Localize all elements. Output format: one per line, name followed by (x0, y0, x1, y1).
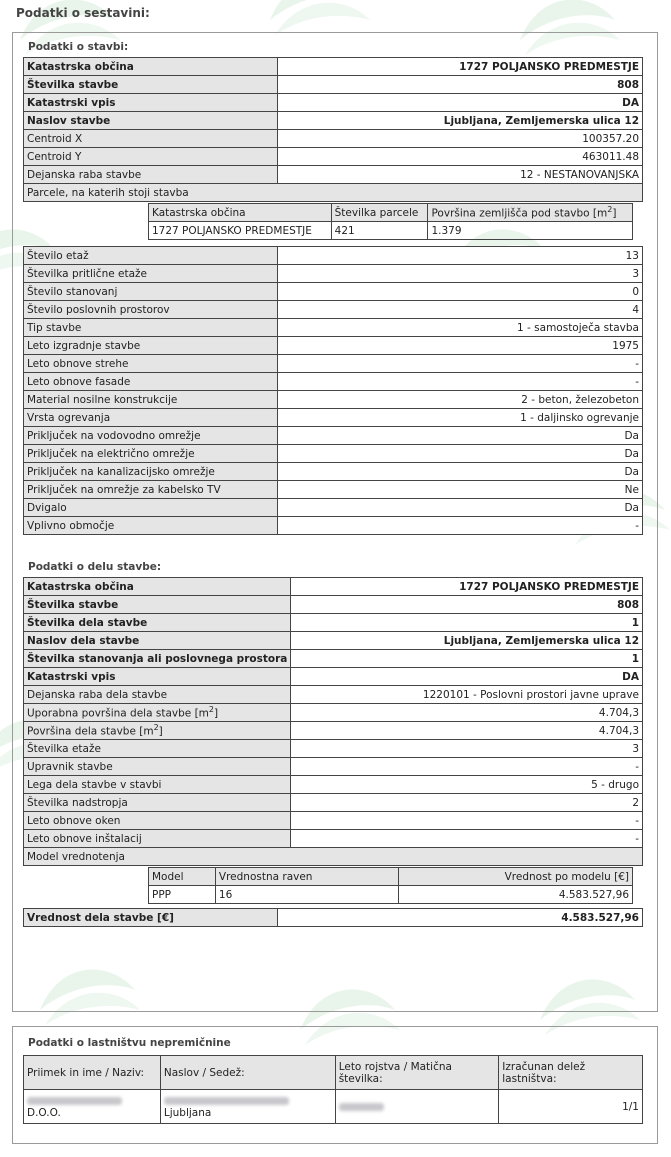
row-value: Da (278, 445, 643, 463)
table-row (24, 265, 643, 283)
table-row (24, 632, 643, 650)
table-row (24, 614, 643, 632)
table-row (24, 355, 643, 373)
part-section-title: Podatki o delu stavbe: (28, 561, 162, 573)
row-label: Katastrski vpis (24, 94, 278, 112)
table-row (24, 704, 643, 722)
table-row (24, 76, 643, 94)
table-row (24, 391, 643, 409)
model-name: PPP (149, 886, 216, 904)
owner-header-name: Priimek in ime / Naziv: (24, 1056, 161, 1090)
row-label: Vrsta ogrevanja (24, 409, 278, 427)
row-value: Ljubljana, Zemljemerska ulica 12 (278, 112, 643, 130)
row-label: Katastrska občina (24, 578, 291, 596)
row-value: 13 (278, 247, 643, 265)
building-table-top (23, 57, 643, 202)
parcels-header-area: Površina zemljišča pod stavbo $[m^2]$ (428, 204, 633, 222)
row-value: Da (278, 427, 643, 445)
row-label: Naslov stavbe (24, 112, 278, 130)
row-label: Priključek na kanalizacijsko omrežje (24, 463, 278, 481)
parcel-area: 1.379 (428, 222, 633, 240)
row-value: - (291, 812, 643, 830)
part-table (23, 577, 643, 866)
table-row (24, 650, 643, 668)
row-value: Da (278, 499, 643, 517)
ownership-panel (12, 1026, 658, 1144)
model-level: 16 (215, 886, 398, 904)
row-label: Leto obnove strehe (24, 355, 278, 373)
row-label: Priključek na omrežje za kabelsko TV (24, 481, 278, 499)
table-row (24, 301, 643, 319)
table-row (24, 499, 643, 517)
row-label: Dejanska raba dela stavbe (24, 686, 291, 704)
table-row (24, 722, 643, 740)
row-label: Številka stavbe (24, 76, 278, 94)
parcels-header-municipality: Katastrska občina (149, 204, 332, 222)
table-row (24, 373, 643, 391)
row-value: 808 (291, 596, 643, 614)
model-label: Model vrednotenja (24, 848, 643, 866)
row-label: Dejanska raba stavbe (24, 166, 278, 184)
row-value: - (278, 355, 643, 373)
parcel-number: 421 (331, 222, 428, 240)
row-value: 4 (278, 301, 643, 319)
table-row (24, 481, 643, 499)
table-row (24, 830, 643, 848)
table-row (24, 409, 643, 427)
table-row (24, 58, 643, 76)
part-value-table (23, 908, 643, 927)
owner-address (160, 1090, 335, 1124)
row-label: Katastrska občina (24, 58, 278, 76)
table-row (24, 686, 643, 704)
row-value: - (291, 758, 643, 776)
row-value: 1 (291, 650, 643, 668)
model-header-value: Vrednost po modelu [€] (398, 868, 633, 886)
table-row (24, 794, 643, 812)
row-label: Številka stanovanja ali poslovnega prostora (24, 650, 291, 668)
table-row (24, 130, 643, 148)
owner-name-suffix: D.O.O. (27, 1106, 61, 1119)
redacted-id (339, 1103, 384, 1111)
row-value: 2 - beton, železobeton (278, 391, 643, 409)
building-panel (12, 32, 658, 1012)
row-value: 0 (278, 283, 643, 301)
table-row (24, 319, 643, 337)
parcel-municipality: 1727 POLJANSKO PREDMESTJE (149, 222, 332, 240)
redacted-address (164, 1097, 289, 1105)
row-label: Centroid Y (24, 148, 278, 166)
table-row (24, 166, 643, 184)
row-label: Priključek na vodovodno omrežje (24, 427, 278, 445)
ownership-table (23, 1055, 643, 1124)
row-label: Število poslovnih prostorov (24, 301, 278, 319)
table-row (24, 517, 643, 535)
row-value: 808 (278, 76, 643, 94)
row-label: Uporabna površina dela stavbe $[m^2]$ (24, 704, 291, 722)
row-value: 12 - NESTANOVANJSKA (278, 166, 643, 184)
table-row (24, 758, 643, 776)
row-label: Tip stavbe (24, 319, 278, 337)
row-value: 1 - samostoječa stavba (278, 319, 643, 337)
row-value: 5 - drugo (291, 776, 643, 794)
row-value: Ne (278, 481, 643, 499)
row-label: Vplivno območje (24, 517, 278, 535)
row-label: Številka etaže (24, 740, 291, 758)
row-label: Leto izgradnje stavbe (24, 337, 278, 355)
row-value: 1975 (278, 337, 643, 355)
model-header-level: Vrednostna raven (215, 868, 398, 886)
row-value: Da (278, 463, 643, 481)
table-row (24, 812, 643, 830)
owner-city: Ljubljana (163, 1106, 212, 1119)
owner-id (335, 1090, 499, 1124)
redacted-name (27, 1097, 122, 1105)
row-value: 1727 POLJANSKO PREDMESTJE (278, 58, 643, 76)
table-row (24, 578, 643, 596)
row-value: 1 (291, 614, 643, 632)
parcels-header-number: Številka parcele (331, 204, 428, 222)
model-value: 4.583.527,96 (398, 886, 633, 904)
row-value: 3 (278, 265, 643, 283)
building-section-title: Podatki o stavbi: (28, 41, 129, 53)
row-value: 4.704,3 (291, 722, 643, 740)
owner-share: 1/1 (499, 1090, 643, 1124)
model-header-model: Model (149, 868, 216, 886)
row-value: 100357.20 (278, 130, 643, 148)
row-value: Ljubljana, Zemljemerska ulica 12 (291, 632, 643, 650)
row-label: Priključek na električno omrežje (24, 445, 278, 463)
row-value: 463011.48 (278, 148, 643, 166)
row-label: Leto obnove fasade (24, 373, 278, 391)
table-row (24, 148, 643, 166)
row-value: DA (291, 668, 643, 686)
table-row (24, 112, 643, 130)
parcels-table (148, 203, 633, 240)
page-title: Podatki o sestavini: (16, 6, 150, 20)
table-row (24, 445, 643, 463)
row-label: Površina dela stavbe $[m^2]$ (24, 722, 291, 740)
row-value: 1220101 - Poslovni prostori javne uprave (291, 686, 643, 704)
row-value: - (278, 517, 643, 535)
row-label: Leto obnove oken (24, 812, 291, 830)
table-row (24, 337, 643, 355)
table-row (24, 668, 643, 686)
row-label: Številka dela stavbe (24, 614, 291, 632)
row-label: Leto obnove inštalacij (24, 830, 291, 848)
row-label: Katastrski vpis (24, 668, 291, 686)
row-label: Lega dela stavbe v stavbi (24, 776, 291, 794)
row-label: Centroid X (24, 130, 278, 148)
row-value: 3 (291, 740, 643, 758)
row-value: - (291, 830, 643, 848)
table-row (24, 776, 643, 794)
owner-header-address: Naslov / Sedež: (160, 1056, 335, 1090)
row-value: 1 - daljinsko ogrevanje (278, 409, 643, 427)
ownership-section-title: Podatki o lastništvu nepremičnine (28, 1037, 231, 1049)
table-row (24, 463, 643, 481)
parcels-label: Parcele, na katerih stoji stavba (24, 184, 643, 202)
part-value-label: Vrednost dela stavbe [€] (24, 909, 278, 927)
table-row (24, 283, 643, 301)
row-label: Številka nadstropja (24, 794, 291, 812)
row-label: Številka stavbe (24, 596, 291, 614)
row-label: Število etaž (24, 247, 278, 265)
owner-header-id: Leto rojstva / Matična številka: (335, 1056, 499, 1090)
row-value: 2 (291, 794, 643, 812)
owner-name (24, 1090, 161, 1124)
owner-header-share: Izračunan delež lastništva: (499, 1056, 643, 1090)
part-value: 4.583.527,96 (278, 909, 643, 927)
row-label: Dvigalo (24, 499, 278, 517)
row-value: 1727 POLJANSKO PREDMESTJE (291, 578, 643, 596)
row-label: Naslov dela stavbe (24, 632, 291, 650)
table-row (24, 94, 643, 112)
table-row (24, 427, 643, 445)
model-table (148, 867, 633, 904)
table-row (24, 247, 643, 265)
row-label: Material nosilne konstrukcije (24, 391, 278, 409)
row-label: Število stanovanj (24, 283, 278, 301)
building-table-bottom (23, 246, 643, 535)
table-row (24, 596, 643, 614)
row-value: 4.704,3 (291, 704, 643, 722)
row-value: DA (278, 94, 643, 112)
table-row (24, 740, 643, 758)
row-label: Upravnik stavbe (24, 758, 291, 776)
row-value: - (278, 373, 643, 391)
row-label: Številka pritlične etaže (24, 265, 278, 283)
